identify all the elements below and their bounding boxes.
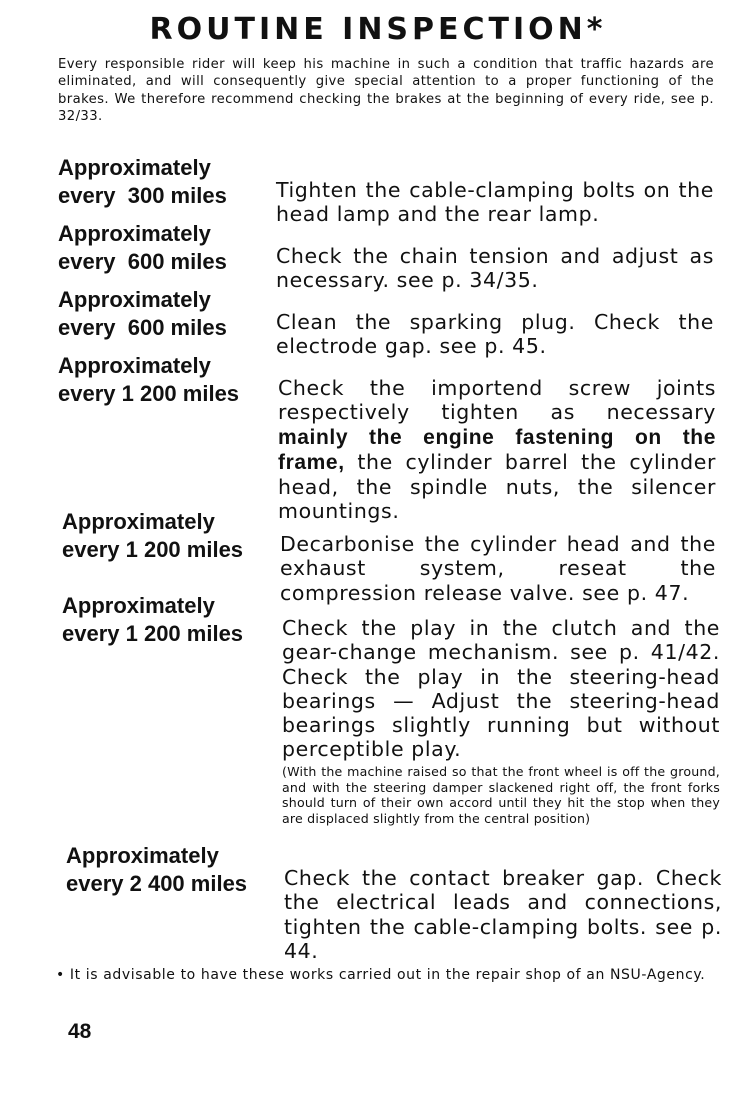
interval-miles: every 600 miles: [58, 315, 227, 340]
page-title: ROUTINE INSPECTION*: [149, 12, 607, 47]
intro-paragraph: Every responsible rider will keep his machine in such a condition that traffic hazards are eliminated, and will consequently give special attention to a proper functioning of the brakes. We therefore recommend checking the brakes at the beginning of every ride, see p. 32/33.: [58, 57, 714, 125]
interval-heading: Approximately: [58, 287, 211, 312]
interval-miles: every 1 200 miles: [58, 381, 240, 406]
schedule-interval-7: [66, 842, 247, 898]
schedule-task-3: Clean the sparking plug. Check the electrode gap. see p. 45.: [276, 310, 714, 359]
interval-heading: Approximately: [66, 843, 219, 868]
interval-heading: Approximately: [58, 221, 211, 246]
schedule-task-1: Tighten the cable-clamping bolts on the head lamp and the rear lamp.: [276, 178, 714, 227]
schedule-interval-6: [62, 592, 243, 648]
schedule-interval-1: [58, 154, 227, 210]
page-number: 48: [68, 1020, 92, 1043]
interval-heading: Approximately: [62, 509, 215, 534]
schedule-task-7: Check the contact breaker gap. Check the electrical leads and connections, tighten the cable-clamping bolts. see p. 44.: [284, 866, 722, 963]
interval-miles: every 600 miles: [58, 249, 227, 274]
task-text: Check the importend screw joints respectively tighten as necessary: [278, 376, 716, 425]
footnote: • It is advisable to have these works carried out in the repair shop of an NSU-Agency.: [56, 967, 706, 983]
interval-heading: Approximately: [58, 353, 211, 378]
task-text: Check the play in the clutch and the gear-change mechanism. see p. 41/42. Check the play in the steering-head bearings — Adjust the steering-head bearings slightly running but without perceptible play.: [282, 616, 720, 762]
task-note: (With the machine raised so that the front wheel is off the ground, and with the steering damper slackened right off, the front forks should turn of their own accord until they hit the stop when they are displaced slightly from the central position): [282, 763, 720, 827]
interval-miles: every 2 400 miles: [66, 871, 248, 896]
schedule-interval-5: [62, 508, 243, 564]
schedule-interval-2: [58, 220, 227, 276]
interval-heading: Approximately: [62, 593, 215, 618]
schedule-task-6: [282, 616, 720, 827]
schedule-task-2: Check the chain tension and adjust as necessary. see p. 34/35.: [276, 244, 714, 293]
schedule-interval-4: [58, 352, 239, 408]
task-emphasis: mainly the engine fastening on the frame,: [278, 425, 716, 474]
task-text: the cylinder barrel the cylinder head, the spindle nuts, the silencer mountings.: [278, 449, 716, 524]
interval-miles: every 1 200 miles: [62, 621, 244, 646]
schedule-task-5: Decarbonise the cylinder head and the exhaust system, reseat the compression release valve. see p. 47.: [280, 532, 716, 605]
schedule-task-4: [278, 376, 716, 524]
interval-miles: every 300 miles: [58, 183, 227, 208]
interval-miles: every 1 200 miles: [62, 537, 244, 562]
interval-heading: Approximately: [58, 155, 211, 180]
schedule-interval-3: [58, 286, 227, 342]
